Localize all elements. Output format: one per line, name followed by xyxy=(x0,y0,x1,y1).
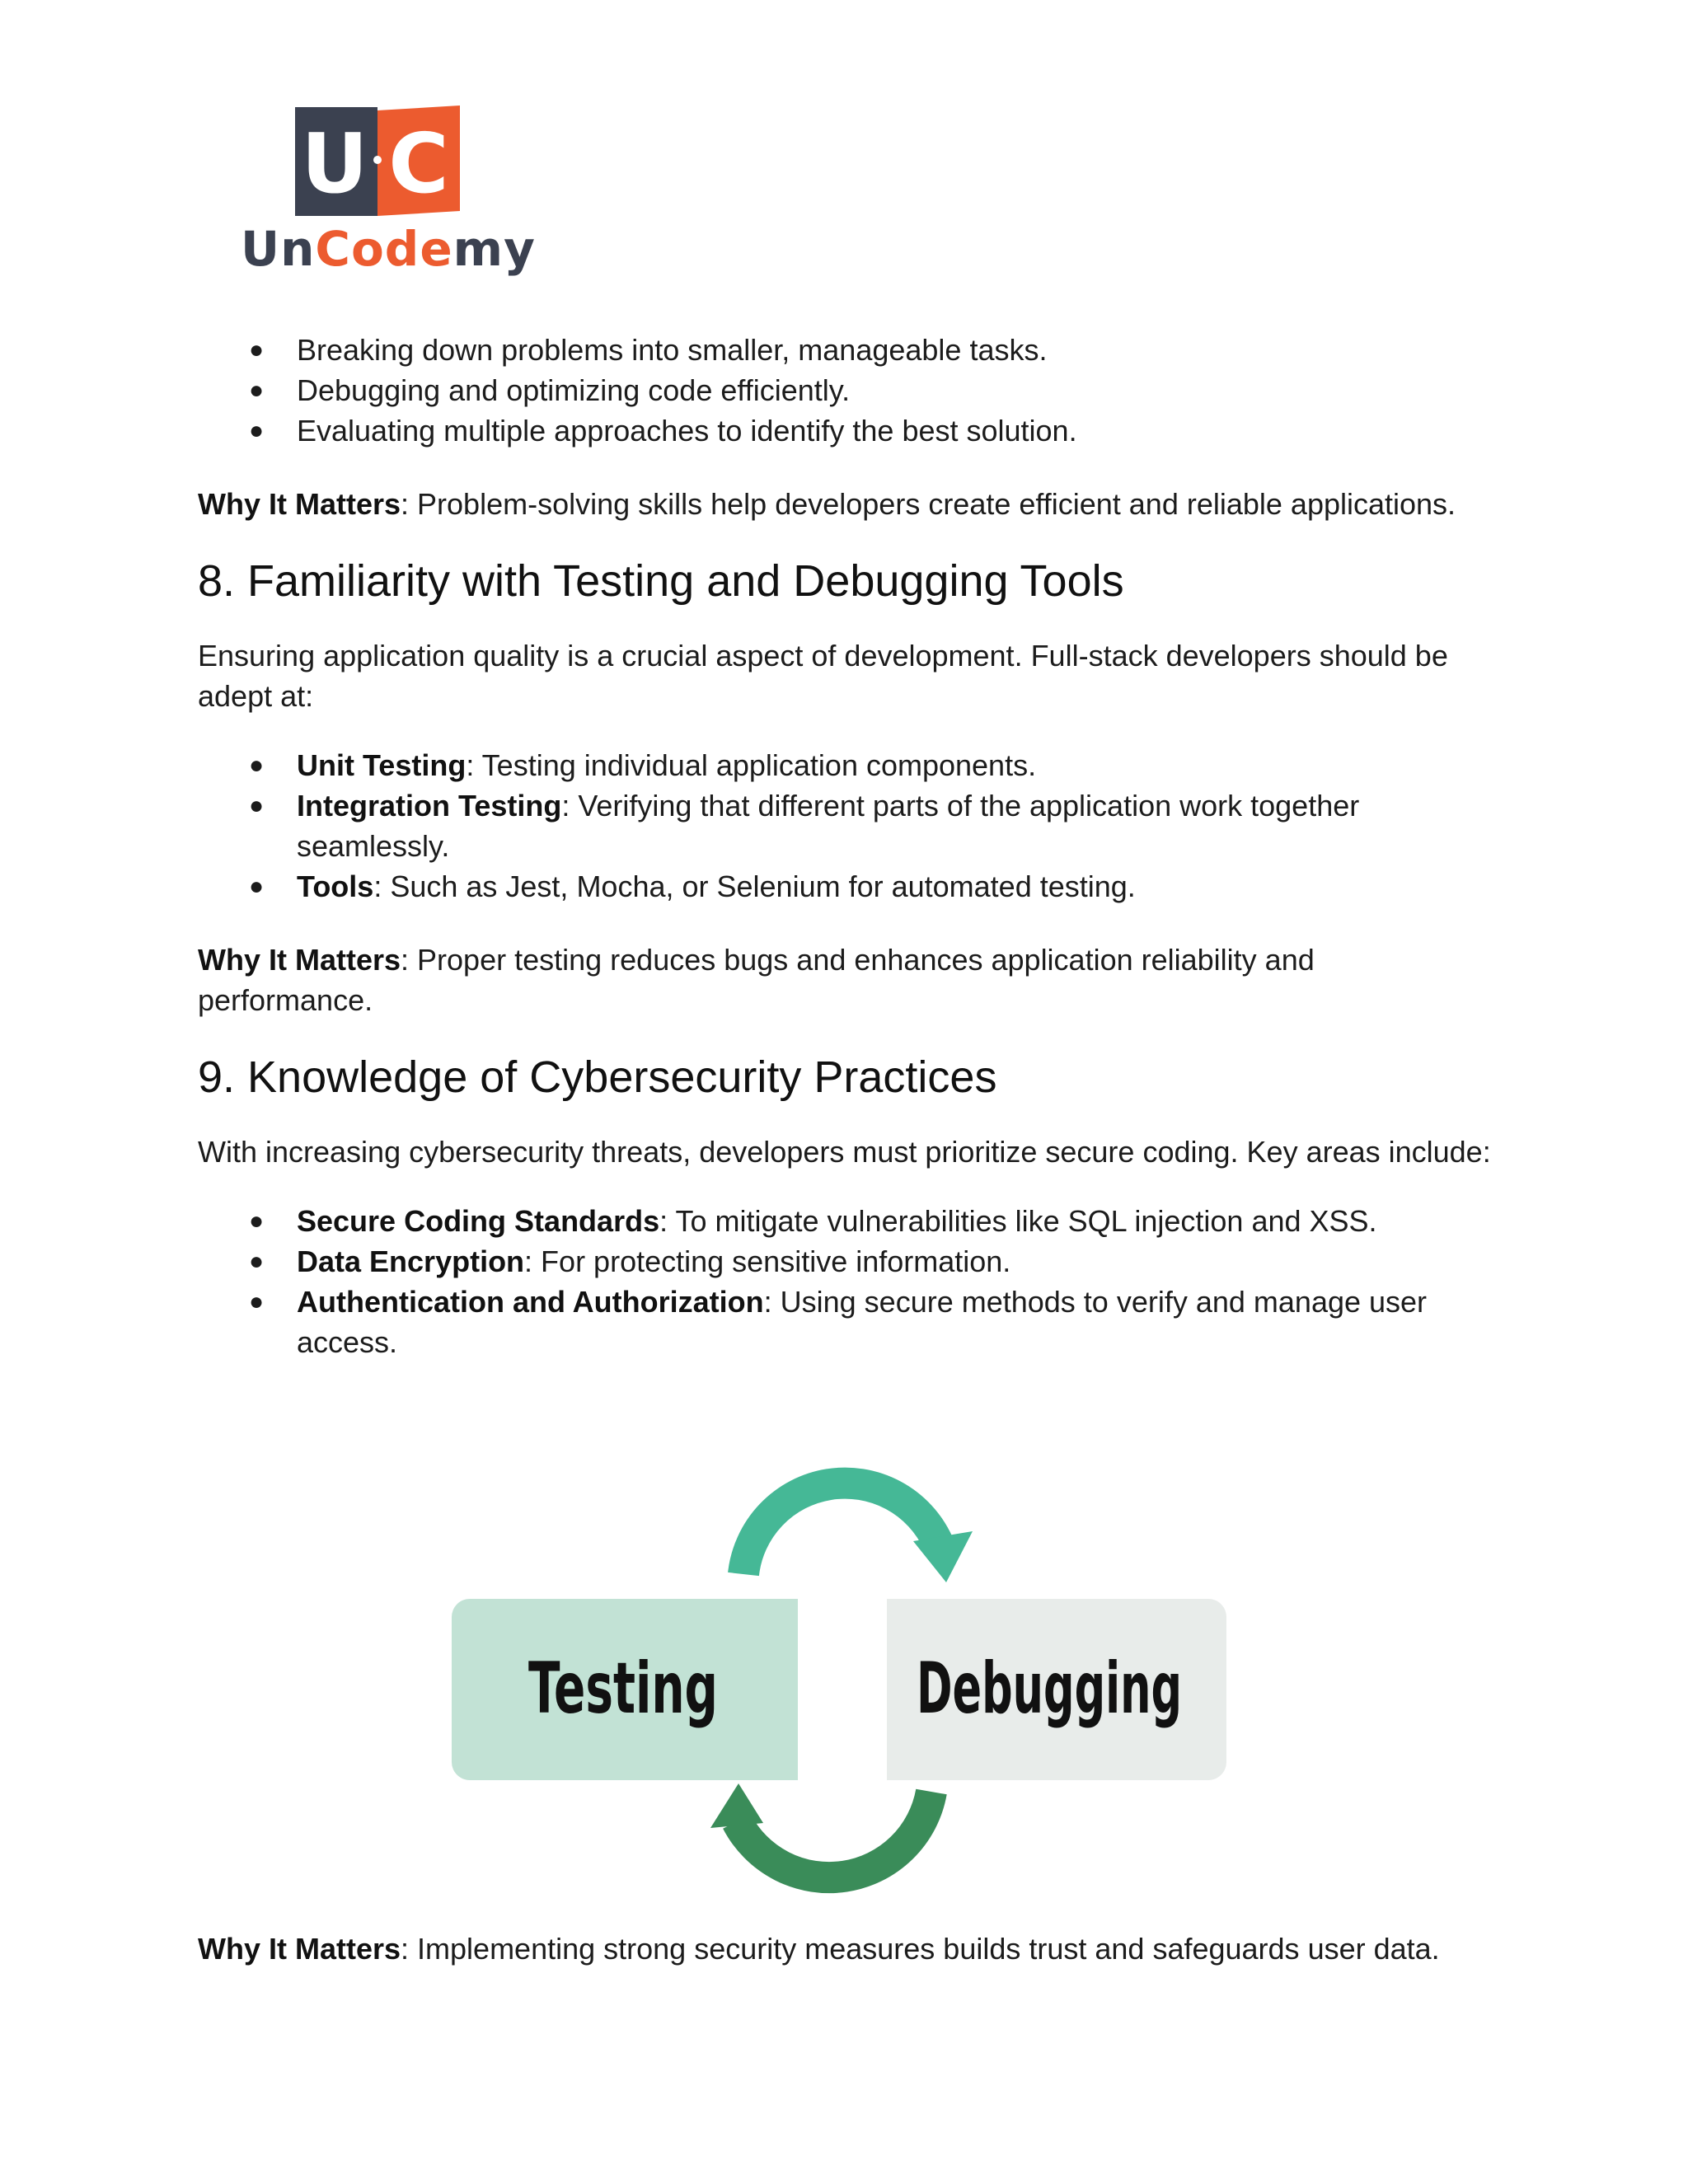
bottom-arrowhead-icon xyxy=(710,1783,763,1828)
bullet-icon: ● xyxy=(249,417,265,444)
list-item-text: : For protecting sensitive information. xyxy=(524,1244,1011,1278)
list-item xyxy=(198,785,1492,866)
list-item xyxy=(198,1201,1492,1241)
list-item xyxy=(198,410,1492,451)
why-text: : Problem-solving skills help developers create efficient and reliable applications. xyxy=(401,487,1456,521)
section-8-intro: Ensuring application quality is a crucial aspect of development. Full-stack developers should be adept at: xyxy=(198,639,1448,713)
list-item-text: : Verifying that different parts of the application work together seamlessly. xyxy=(297,789,1360,863)
why-label: Why It Matters xyxy=(198,487,401,521)
document-body xyxy=(198,330,1492,1362)
why-text: : Proper testing reduces bugs and enhances application reliability and performance. xyxy=(198,943,1315,1017)
bullet-icon: ● xyxy=(249,752,265,779)
logo-mark xyxy=(295,105,460,216)
bullet-icon: ● xyxy=(249,792,265,819)
why-label: Why It Matters xyxy=(198,943,401,977)
why-text: : Implementing strong security measures builds trust and safeguards user data. xyxy=(401,1932,1440,1966)
logo-wordmark xyxy=(241,221,536,277)
list-item-text: : Using secure methods to verify and manage user access. xyxy=(297,1285,1428,1359)
logo-word-my: my xyxy=(452,221,536,277)
bullet-icon: ● xyxy=(249,1288,265,1315)
bullet-icon: ● xyxy=(249,336,265,363)
logo-word-code: Code xyxy=(315,221,453,277)
list-item-term: Tools xyxy=(297,869,374,903)
logo-mark-u: U xyxy=(301,115,368,212)
section-9-heading: 9. Knowledge of Cybersecurity Practices xyxy=(198,1052,997,1102)
list-item xyxy=(198,866,1492,907)
debugging-label: Debugging xyxy=(917,1647,1182,1730)
list-item-term: Secure Coding Standards xyxy=(297,1204,660,1238)
bullet-icon: ● xyxy=(249,1248,265,1275)
list-item-text: : Testing individual application components. xyxy=(466,748,1037,782)
list-item xyxy=(198,370,1492,410)
section-9-list xyxy=(198,1201,1492,1362)
why-it-matters-problem-solving xyxy=(198,484,1492,524)
list-item xyxy=(198,1282,1492,1362)
list-item-term: Integration Testing xyxy=(297,789,562,823)
section-8-heading: 8. Familiarity with Testing and Debugging Tools xyxy=(198,556,1124,606)
why-label: Why It Matters xyxy=(198,1932,401,1966)
testing-label: Testing xyxy=(528,1647,718,1730)
bottom-cycle-arrow-icon xyxy=(737,1792,931,1877)
why-it-matters-testing xyxy=(198,940,1492,1020)
logo-mark-c: C xyxy=(388,115,449,212)
bullet-icon: ● xyxy=(249,377,265,404)
list-item xyxy=(198,1241,1492,1282)
why-it-matters-security xyxy=(198,1929,1492,1969)
bullet-icon: ● xyxy=(249,873,265,900)
list-item-term: Authentication and Authorization xyxy=(297,1285,764,1319)
list-item xyxy=(198,745,1492,785)
uncodemy-logo xyxy=(241,105,536,287)
section-9-intro: With increasing cybersecurity threats, developers must prioritize secure coding. Key areas include: xyxy=(198,1135,1491,1169)
list-item-term: Unit Testing xyxy=(297,748,467,782)
list-item-text: : Such as Jest, Mocha, or Selenium for automated testing. xyxy=(373,869,1136,903)
cycle-diagram xyxy=(452,1467,1226,1879)
bullet-icon: ● xyxy=(249,1207,265,1235)
section-8-list xyxy=(198,745,1492,907)
list-item-text: Debugging and optimizing code efficiently. xyxy=(297,373,851,407)
top-cycle-arrow-icon xyxy=(743,1483,938,1574)
problem-solving-list xyxy=(198,330,1492,451)
list-item-text: Breaking down problems into smaller, manageable tasks. xyxy=(297,333,1048,367)
list-item xyxy=(198,330,1492,370)
testing-debugging-cycle-figure xyxy=(452,1467,1226,1879)
list-item-term: Data Encryption xyxy=(297,1244,525,1278)
list-item-text: Evaluating multiple approaches to identify the best solution. xyxy=(297,414,1077,448)
logo-word-un: Un xyxy=(241,221,316,277)
list-item-text: : To mitigate vulnerabilities like SQL injection and XSS. xyxy=(659,1204,1377,1238)
